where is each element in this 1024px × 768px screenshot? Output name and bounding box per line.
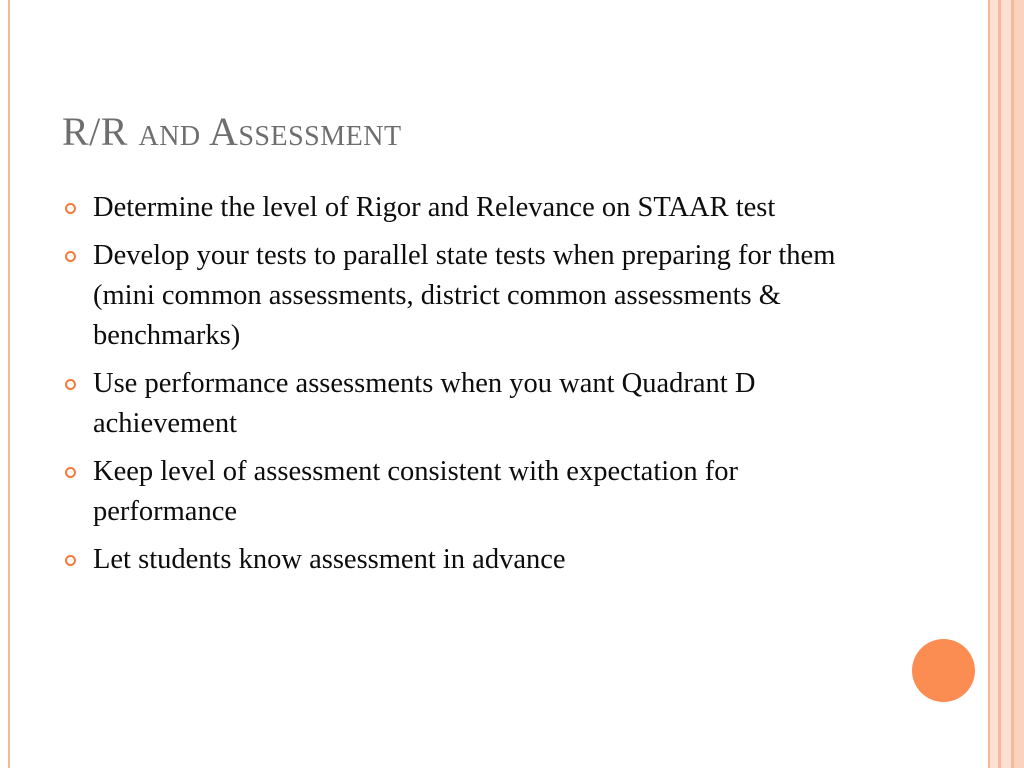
left-border-line xyxy=(8,0,10,768)
bullet-text: Determine the level of Rigor and Relevance on STAAR test xyxy=(93,192,776,223)
bullet-text: Use performance assessments when you want Quadrant D achievement xyxy=(93,368,756,439)
stripe-gap xyxy=(980,0,988,768)
list-item xyxy=(62,364,862,444)
orange-circle-decoration xyxy=(912,639,975,702)
list-item xyxy=(62,188,862,228)
ring-bullet-icon xyxy=(65,203,76,214)
stripe-light xyxy=(1001,0,1011,768)
ring-bullet-icon xyxy=(65,555,76,566)
ring-bullet-icon xyxy=(65,251,76,262)
slide-title xyxy=(62,108,402,156)
list-item xyxy=(62,540,862,580)
bullet-text: Let students know assessment in advance xyxy=(93,544,566,575)
bullet-text: Develop your tests to parallel state tests when preparing for them (mini common assessments, district common assessments & benchmarks) xyxy=(93,240,836,351)
stripe-light xyxy=(990,0,998,768)
title-small-caps: and Assessment xyxy=(138,109,402,154)
bullet-list xyxy=(62,188,862,588)
title-main: R/R xyxy=(62,109,139,154)
stripe-light xyxy=(1014,0,1024,768)
ring-bullet-icon xyxy=(65,379,76,390)
right-decorative-stripes xyxy=(980,0,1024,768)
list-item xyxy=(62,236,862,356)
bullet-text: Keep level of assessment consistent with expectation for performance xyxy=(93,456,739,527)
list-item xyxy=(62,452,862,532)
ring-bullet-icon xyxy=(65,467,76,478)
